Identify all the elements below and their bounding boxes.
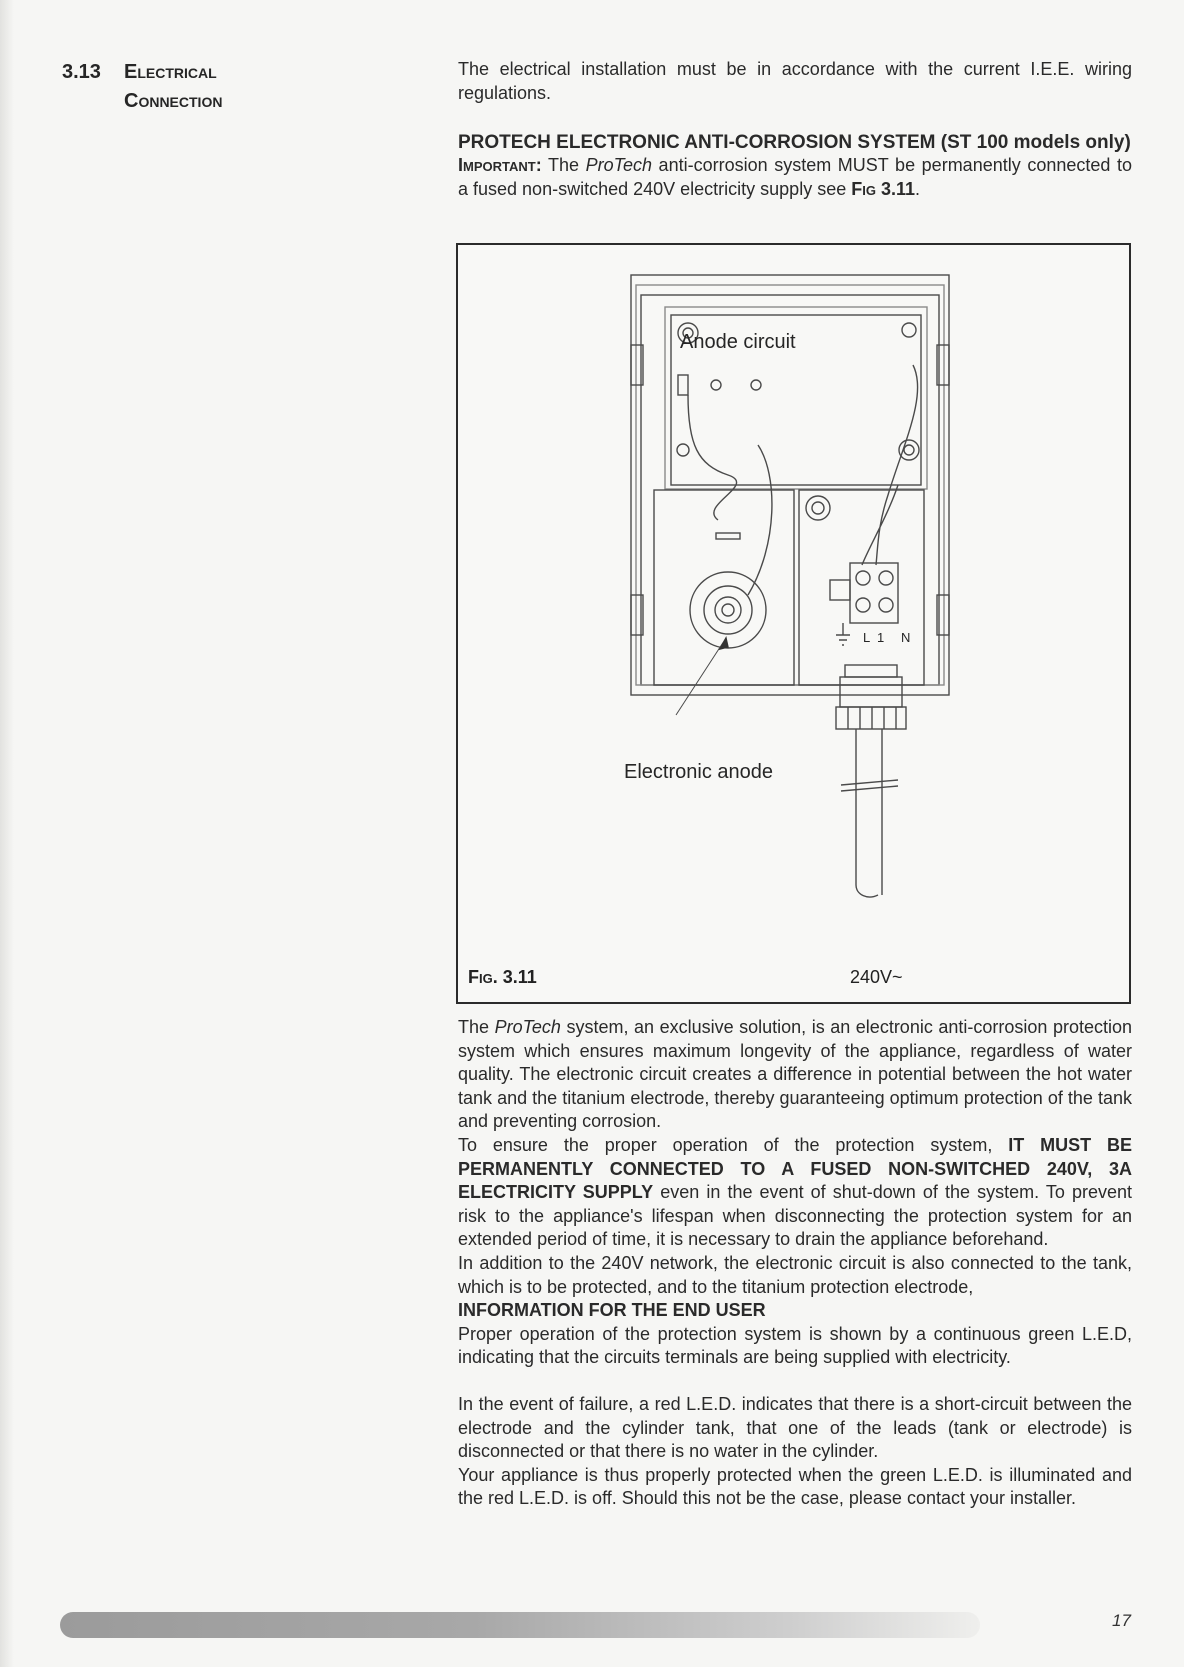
page-number: 17	[1112, 1611, 1131, 1630]
p1-pre: The	[458, 1017, 495, 1037]
p2-pre: To ensure the proper operation of the protection system,	[458, 1134, 1009, 1155]
protech-brand: ProTech	[585, 155, 652, 175]
section-title-line1: Electrical	[124, 61, 217, 83]
paragraph-protected: Your appliance is thus properly protected when the green L.E.D. is illuminated and the red L.E.D. is off. Should this not be the case, please contact your installer.	[458, 1464, 1132, 1509]
anode-circuit-label: Anode circuit	[680, 331, 796, 353]
terminal-screw-icon	[856, 571, 870, 585]
end-user-heading: INFORMATION FOR THE END USER	[458, 1300, 766, 1321]
electronic-anode-ring	[704, 586, 752, 634]
led-red-icon	[751, 380, 761, 390]
terminal-screw-icon	[879, 571, 893, 585]
supply-wires	[862, 365, 918, 565]
electronic-anode-center	[722, 604, 734, 616]
led-housing	[678, 375, 688, 395]
screw-bottom-right-inner	[904, 445, 914, 455]
p2-bold-warning: IT MUST BE PERMANENTLY CONNECTED TO A FUSED NON-SWITCHED 240V, 3A ELECTRICITY SUPPLY	[458, 1134, 1133, 1203]
body-text	[458, 1016, 1132, 1511]
terminal-label-n: N	[901, 630, 911, 645]
important-text-end: .	[914, 178, 920, 199]
anode-leader-arrow	[720, 638, 728, 649]
anode-compartment	[654, 490, 794, 685]
led-green-icon	[711, 380, 721, 390]
page-left-edge	[0, 0, 14, 1667]
supply-cable	[856, 729, 882, 897]
wiring-diagram	[458, 245, 1129, 1002]
figure-caption: Fig. 3.11	[468, 967, 537, 987]
section-number: 3.13	[62, 61, 101, 83]
paragraph-red-led: In the event of failure, a red L.E.D. indicates that there is a short-circuit between the electrode and the cylinder tank, that one of the leads (tank or electrode) is disconnected or that there is no water in the cylinder.	[458, 1393, 1132, 1462]
p2-post: even in the event of shut-down of the system. To prevent risk to the appliance's lifespan when disconnecting the protection system for an extended period of time, it is necessary to drain the appliance beforehand.	[458, 1182, 1133, 1250]
paragraph-connection-warning	[458, 1134, 1132, 1252]
p1-brand: ProTech	[494, 1017, 561, 1037]
cable-gland-top	[845, 665, 897, 677]
p1-post: system, an exclusive solution, is an electronic anti-corrosion protection system which ensures maximum longevity of the appliance, regardless of water quality. The electronic circuit creates a difference in potential between the hot water tank and the titanium electrode, thereby guaranteeing optimum protection of the tank and preventing corrosion.	[458, 1017, 1132, 1132]
anode-connector	[716, 533, 740, 539]
paragraph-gap	[458, 1370, 1132, 1393]
screw-top-right-icon	[902, 323, 916, 337]
terminal-label-l: L	[863, 630, 871, 645]
terminal-compartment	[799, 490, 924, 685]
terminal-screw-icon	[879, 598, 893, 612]
section-title-line2: Connection	[124, 90, 223, 112]
earth-terminal	[830, 580, 850, 600]
important-note	[458, 154, 1132, 201]
electronic-anode-core	[715, 597, 741, 623]
screw-bottom-right-icon	[899, 440, 919, 460]
paragraph-green-led: Proper operation of the protection system is shown by a continuous green L.E.D, indicating that the circuits terminals are being supplied with electricity.	[458, 1323, 1132, 1368]
paragraph-network: In addition to the 240V network, the electronic circuit is also connected to the tank, which is to be protected, and to the titanium protection electrode,	[458, 1252, 1132, 1297]
cable-break-mark	[841, 780, 898, 791]
important-text-post: anti-corrosion system MUST be permanently connected to a fused non-switched 240V electricity supply see	[458, 155, 1132, 199]
paragraph-protech-description	[458, 1016, 1132, 1134]
protech-heading: PROTECH ELECTRONIC ANTI-CORROSION SYSTEM (ST 100 models only)	[458, 132, 1131, 153]
terminal-screw-icon	[856, 598, 870, 612]
screw-middle-icon	[806, 496, 830, 520]
anode-wires	[688, 395, 772, 595]
section-heading	[62, 58, 222, 116]
terminal-label-1: 1	[877, 630, 885, 645]
screw-small-left-icon	[677, 444, 689, 456]
figure-reference: Fig 3.11	[851, 178, 915, 199]
intro-paragraph: The electrical installation must be in accordance with the current I.E.E. wiring regulations.	[458, 59, 1132, 103]
screw-middle-inner	[812, 502, 824, 514]
cable-gland-grooves	[848, 707, 896, 729]
earth-symbol-icon	[836, 623, 850, 645]
electronic-anode-label: Electronic anode	[624, 761, 773, 783]
important-label: Important:	[458, 155, 542, 175]
important-text-pre: The	[541, 155, 586, 175]
footer-bar	[60, 1612, 980, 1638]
protech-block	[458, 131, 1132, 201]
cable-gland-nut	[840, 677, 902, 707]
anode-leader-line	[676, 638, 726, 715]
supply-voltage-label: 240V~	[850, 967, 903, 987]
figure-3-11	[456, 243, 1131, 1004]
